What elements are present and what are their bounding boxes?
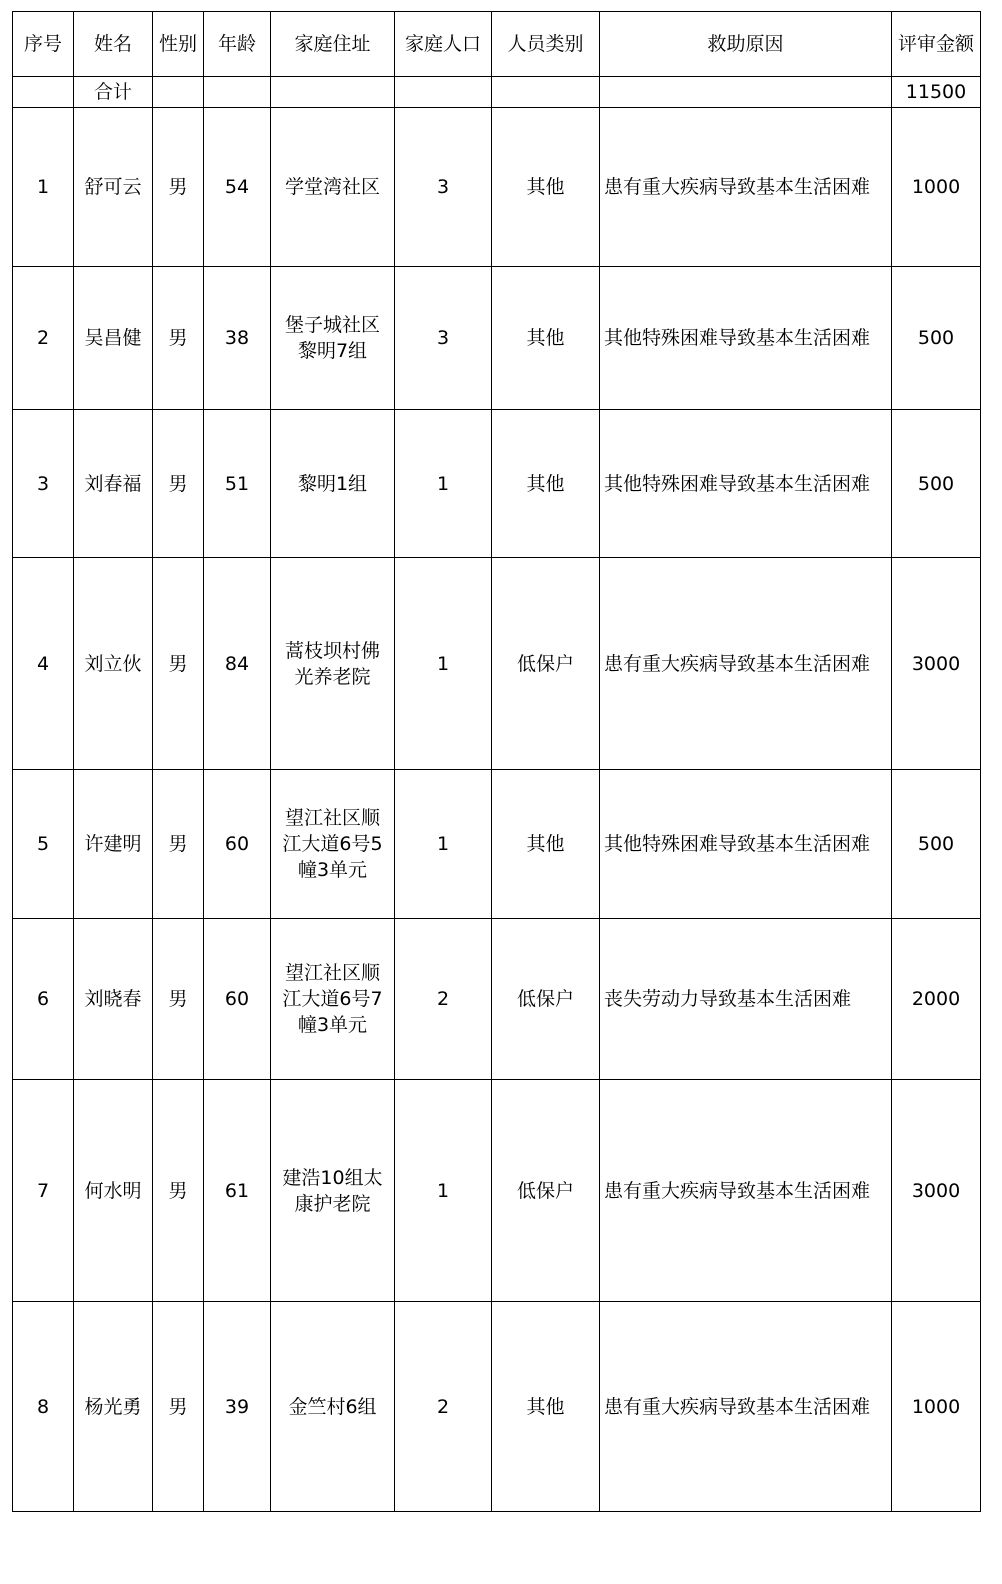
cell-amount: 500 xyxy=(892,770,981,919)
table-row xyxy=(13,108,981,267)
cell-name: 何水明 xyxy=(74,1080,153,1302)
cell-household: 1 xyxy=(395,410,492,558)
cell-age: 60 xyxy=(204,919,271,1080)
cell-household: 2 xyxy=(395,919,492,1080)
cell-age: 51 xyxy=(204,410,271,558)
cell-household: 1 xyxy=(395,770,492,919)
cell-reason: 丧失劳动力导致基本生活困难 xyxy=(600,919,892,1080)
cell-name: 刘春福 xyxy=(74,410,153,558)
cell-reason: 其他特殊困难导致基本生活困难 xyxy=(600,770,892,919)
cell-address: 学堂湾社区 xyxy=(271,108,395,267)
cell-name: 吴昌健 xyxy=(74,267,153,410)
total-empty-cell xyxy=(153,77,204,108)
table-row xyxy=(13,558,981,770)
cell-reason: 其他特殊困难导致基本生活困难 xyxy=(600,410,892,558)
cell-seq: 2 xyxy=(13,267,74,410)
total-empty-cell xyxy=(600,77,892,108)
cell-seq: 8 xyxy=(13,1302,74,1512)
cell-address: 堡子城社区黎明7组 xyxy=(271,267,395,410)
cell-amount: 500 xyxy=(892,267,981,410)
total-empty-cell xyxy=(395,77,492,108)
header-reason: 救助原因 xyxy=(600,12,892,77)
cell-household: 3 xyxy=(395,267,492,410)
cell-address: 望江社区顺江大道6号7幢3单元 xyxy=(271,919,395,1080)
cell-name: 许建明 xyxy=(74,770,153,919)
cell-name: 杨光勇 xyxy=(74,1302,153,1512)
cell-category: 低保户 xyxy=(492,1080,600,1302)
cell-gender: 男 xyxy=(153,1080,204,1302)
cell-household: 1 xyxy=(395,558,492,770)
table-row xyxy=(13,267,981,410)
total-row xyxy=(13,77,981,108)
header-gender: 性别 xyxy=(153,12,204,77)
cell-category: 其他 xyxy=(492,770,600,919)
cell-address: 金竺村6组 xyxy=(271,1302,395,1512)
total-seq-cell xyxy=(13,77,74,108)
cell-address: 蒿枝坝村佛光养老院 xyxy=(271,558,395,770)
header-address: 家庭住址 xyxy=(271,12,395,77)
cell-household: 3 xyxy=(395,108,492,267)
cell-category: 其他 xyxy=(492,267,600,410)
cell-name: 舒可云 xyxy=(74,108,153,267)
cell-age: 38 xyxy=(204,267,271,410)
cell-reason: 患有重大疾病导致基本生活困难 xyxy=(600,108,892,267)
cell-address: 建浩10组太康护老院 xyxy=(271,1080,395,1302)
cell-gender: 男 xyxy=(153,919,204,1080)
cell-seq: 7 xyxy=(13,1080,74,1302)
cell-reason: 其他特殊困难导致基本生活困难 xyxy=(600,267,892,410)
cell-address: 黎明1组 xyxy=(271,410,395,558)
cell-reason: 患有重大疾病导致基本生活困难 xyxy=(600,1080,892,1302)
cell-reason: 患有重大疾病导致基本生活困难 xyxy=(600,1302,892,1512)
cell-gender: 男 xyxy=(153,1302,204,1512)
cell-household: 2 xyxy=(395,1302,492,1512)
cell-name: 刘晓春 xyxy=(74,919,153,1080)
cell-amount: 500 xyxy=(892,410,981,558)
cell-gender: 男 xyxy=(153,770,204,919)
total-empty-cell xyxy=(204,77,271,108)
cell-age: 84 xyxy=(204,558,271,770)
cell-age: 60 xyxy=(204,770,271,919)
cell-seq: 5 xyxy=(13,770,74,919)
header-age: 年龄 xyxy=(204,12,271,77)
header-category: 人员类别 xyxy=(492,12,600,77)
cell-amount: 1000 xyxy=(892,108,981,267)
cell-age: 39 xyxy=(204,1302,271,1512)
table-row xyxy=(13,770,981,919)
cell-amount: 3000 xyxy=(892,1080,981,1302)
relief-table xyxy=(12,11,981,1512)
table-row xyxy=(13,410,981,558)
cell-category: 其他 xyxy=(492,410,600,558)
header-row xyxy=(13,12,981,77)
cell-category: 低保户 xyxy=(492,919,600,1080)
cell-amount: 3000 xyxy=(892,558,981,770)
cell-category: 其他 xyxy=(492,108,600,267)
header-name: 姓名 xyxy=(74,12,153,77)
header-seq: 序号 xyxy=(13,12,74,77)
cell-age: 61 xyxy=(204,1080,271,1302)
cell-category: 低保户 xyxy=(492,558,600,770)
cell-seq: 4 xyxy=(13,558,74,770)
cell-age: 54 xyxy=(204,108,271,267)
cell-name: 刘立伙 xyxy=(74,558,153,770)
total-empty-cell xyxy=(492,77,600,108)
table-row xyxy=(13,919,981,1080)
cell-seq: 6 xyxy=(13,919,74,1080)
cell-category: 其他 xyxy=(492,1302,600,1512)
total-label: 合计 xyxy=(74,77,153,108)
header-amount: 评审金额 xyxy=(892,12,981,77)
table-row xyxy=(13,1080,981,1302)
cell-household: 1 xyxy=(395,1080,492,1302)
cell-gender: 男 xyxy=(153,267,204,410)
cell-seq: 1 xyxy=(13,108,74,267)
total-amount: 11500 xyxy=(892,77,981,108)
total-empty-cell xyxy=(271,77,395,108)
cell-reason: 患有重大疾病导致基本生活困难 xyxy=(600,558,892,770)
cell-amount: 2000 xyxy=(892,919,981,1080)
cell-gender: 男 xyxy=(153,410,204,558)
cell-gender: 男 xyxy=(153,558,204,770)
table-row xyxy=(13,1302,981,1512)
header-household: 家庭人口 xyxy=(395,12,492,77)
cell-address: 望江社区顺江大道6号5幢3单元 xyxy=(271,770,395,919)
cell-seq: 3 xyxy=(13,410,74,558)
cell-gender: 男 xyxy=(153,108,204,267)
cell-amount: 1000 xyxy=(892,1302,981,1512)
